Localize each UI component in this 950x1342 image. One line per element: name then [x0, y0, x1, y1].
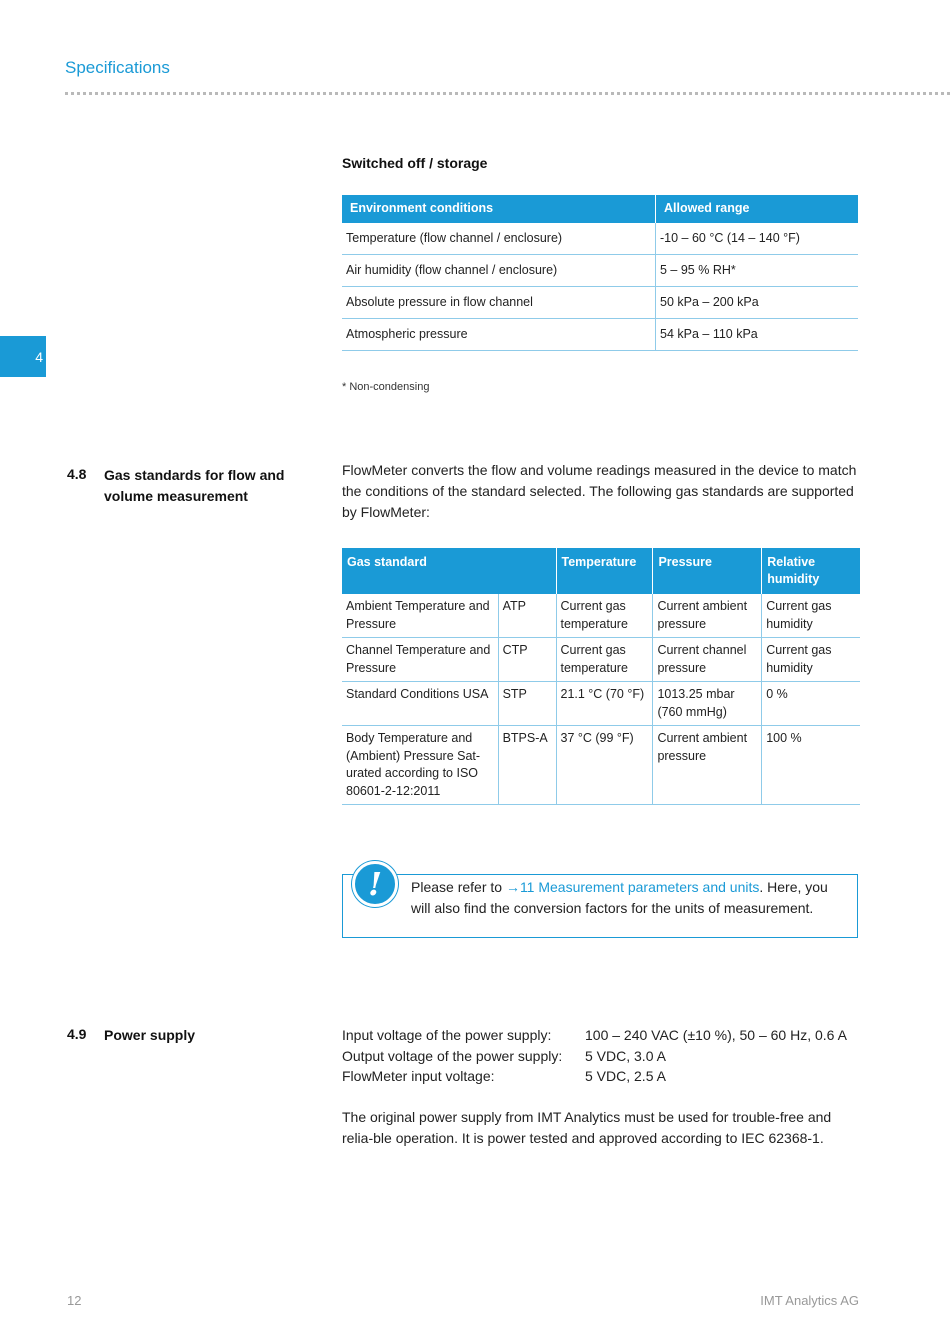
column-header: Pressure: [653, 548, 762, 594]
spec-value: 5 VDC, 3.0 A: [585, 1047, 666, 1064]
header-divider: [65, 92, 950, 95]
section-number: 4.8: [67, 466, 87, 482]
table-cell: -10 – 60 °C (14 – 140 °F): [656, 223, 859, 255]
table-cell: Body Temperature and (Ambient) Pressure Sat-urated according to ISO 80601-2-12:2011: [342, 726, 498, 805]
table-row: [342, 594, 860, 638]
column-header: Gas standard: [342, 548, 556, 594]
table-cell: 100 %: [762, 726, 860, 805]
spec-label: FlowMeter input voltage:: [342, 1068, 495, 1084]
note-suffix: . Here, you will also find the conversion factors for the units of measurement.: [411, 879, 828, 916]
column-header: Relative humidity: [762, 548, 860, 594]
power-specs: [342, 1025, 847, 1087]
table-cell: Absolute pressure in flow channel: [342, 287, 656, 319]
table-cell: 37 °C (99 °F): [556, 726, 653, 805]
spec-label: Output voltage of the power supply:: [342, 1047, 563, 1064]
table-cell: 21.1 °C (70 °F): [556, 682, 653, 726]
table-cell: STP: [498, 682, 556, 726]
company-name: IMT Analytics AG: [760, 1293, 859, 1308]
table-cell: Current gas temperature: [556, 638, 653, 682]
table-cell: Current channel pressure: [653, 638, 762, 682]
table-cell: Atmospheric pressure: [342, 319, 656, 351]
table-cell: Temperature (flow channel / enclosure): [342, 223, 656, 255]
column-header: Environment conditions: [342, 195, 656, 223]
page-section-title: Specifications: [65, 58, 170, 77]
table-cell: Current ambient pressure: [653, 726, 762, 805]
table-row: [342, 638, 860, 682]
section-title: Power supply: [104, 1027, 196, 1043]
section-title: Gas standards for flow and volume measurement: [104, 467, 285, 504]
table-cell: 1013.25 mbar (760 mmHg): [653, 682, 762, 726]
spec-value: 100 – 240 VAC (±10 %), 50 – 60 Hz, 0.6 A: [585, 1027, 847, 1043]
table-row: [342, 255, 858, 287]
gas-standards-table: [342, 548, 860, 805]
spec-value: 5 VDC, 2.5 A: [585, 1068, 666, 1084]
table-cell: 54 kPa – 110 kPa: [656, 319, 859, 351]
table-cell: CTP: [498, 638, 556, 682]
section-number: 4.9: [67, 1026, 87, 1042]
table-row: [342, 319, 858, 351]
exclamation-icon: !: [352, 861, 398, 907]
chapter-tab: 4: [0, 336, 46, 377]
note-prefix: Please refer to: [411, 879, 506, 895]
info-note: [342, 865, 858, 938]
table-cell: Current gas humidity: [762, 638, 860, 682]
table-cell: Current gas temperature: [556, 594, 653, 638]
table-cell: 50 kPa – 200 kPa: [656, 287, 859, 319]
table-cell: Air humidity (flow channel / enclosure): [342, 255, 656, 287]
column-header: Temperature: [556, 548, 653, 594]
spec-row: [342, 1066, 847, 1087]
table-cell: Standard Conditions USA: [342, 682, 498, 726]
section-intro: FlowMeter converts the flow and volume readings measured in the device to match the conditions of the standard selected. The following gas standards are supported by FlowMeter:: [342, 462, 857, 520]
table-cell: Ambient Temperature and Pressure: [342, 594, 498, 638]
table-row: [342, 223, 858, 255]
page-number: 12: [67, 1293, 82, 1308]
spec-row: [342, 1046, 847, 1067]
table-cell: Channel Temperature and Pressure: [342, 638, 498, 682]
spec-label: Input voltage of the power supply:: [342, 1027, 552, 1043]
table-cell: Current gas humidity: [762, 594, 860, 638]
storage-heading: Switched off / storage: [342, 155, 488, 171]
table-row: [342, 682, 860, 726]
environment-conditions-table: [342, 195, 858, 351]
table-row: [342, 287, 858, 319]
table-cell: Current ambient pressure: [653, 594, 762, 638]
table-cell: BTPS-A: [498, 726, 556, 805]
table-cell: 0 %: [762, 682, 860, 726]
column-header: Allowed range: [656, 195, 859, 223]
spec-row: [342, 1025, 847, 1046]
power-supply-text: The original power supply from IMT Analytics must be used for trouble-free and relia-ble operation. It is power tested and approved according to IEC 62368-1.: [342, 1109, 832, 1146]
table-row: [342, 726, 860, 805]
table-cell: ATP: [498, 594, 556, 638]
note-text: [411, 877, 841, 919]
measurement-parameters-link[interactable]: →11 Measurement parameters and units: [505, 879, 760, 895]
table-cell: 5 – 95 % RH*: [656, 255, 859, 287]
footnote: * Non-condensing: [342, 381, 430, 393]
